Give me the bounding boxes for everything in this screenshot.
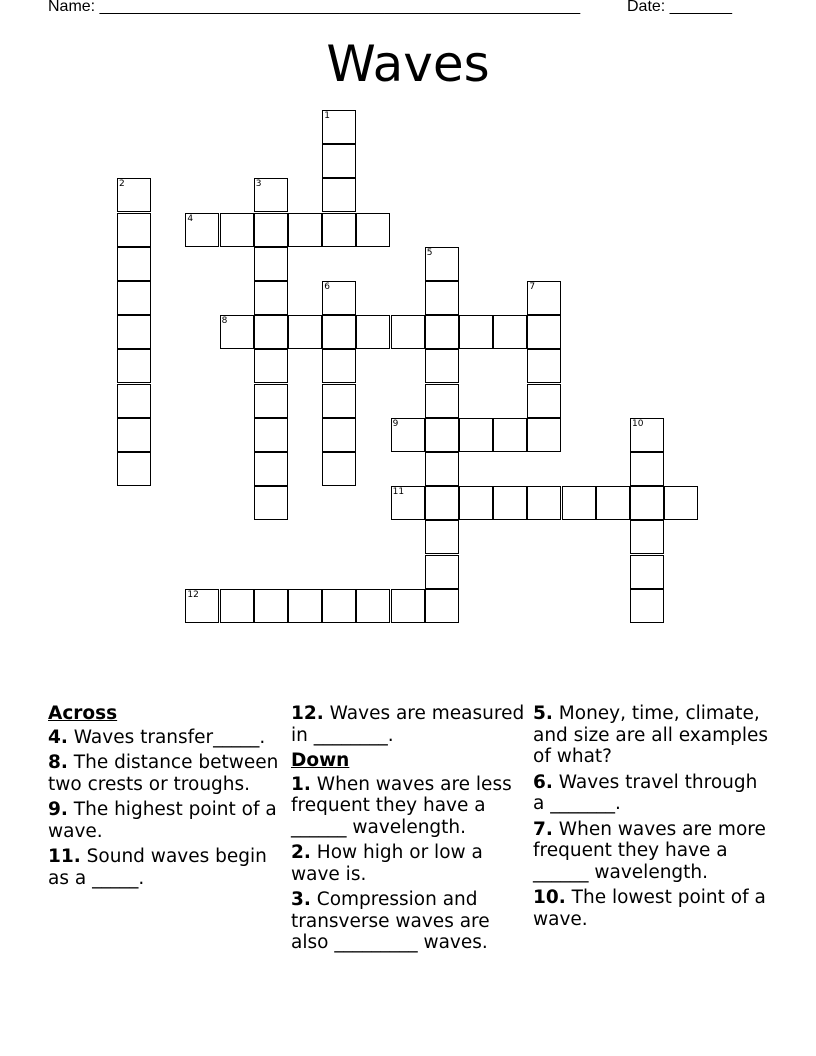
clue-number-label: 10 bbox=[632, 418, 644, 429]
grid-cell[interactable] bbox=[493, 486, 527, 520]
clue-across-12 bbox=[291, 703, 526, 746]
grid-cell[interactable] bbox=[425, 555, 459, 589]
clue-number-label: 6 bbox=[324, 282, 330, 292]
grid-cell[interactable] bbox=[117, 349, 151, 383]
grid-cell[interactable] bbox=[527, 418, 561, 452]
clue-text: Sound waves begin as a _____. bbox=[48, 846, 267, 889]
clue-text: Compression and transverse waves are also _________ waves. bbox=[291, 889, 490, 953]
grid-cell[interactable] bbox=[562, 486, 596, 520]
grid-cell[interactable] bbox=[220, 589, 254, 623]
grid-cell[interactable] bbox=[254, 315, 288, 349]
grid-cell[interactable] bbox=[527, 384, 561, 418]
clue-number: 1. bbox=[291, 773, 311, 795]
grid-cell[interactable] bbox=[630, 452, 664, 486]
clue-text: Money, time, climate, and size are all examples of what? bbox=[533, 703, 768, 767]
clue-text: The distance between two crests or troughs. bbox=[48, 752, 279, 795]
across-heading: Across bbox=[48, 703, 118, 724]
grid-cell[interactable] bbox=[527, 486, 561, 520]
grid-cell[interactable] bbox=[322, 589, 356, 623]
grid-cell[interactable] bbox=[117, 281, 151, 315]
grid-cell[interactable] bbox=[425, 384, 459, 418]
clue-number: 8. bbox=[48, 752, 68, 773]
clue-across-9 bbox=[48, 799, 280, 842]
grid-cell[interactable] bbox=[425, 452, 459, 486]
grid-cell[interactable] bbox=[117, 452, 151, 486]
clue-down-3 bbox=[291, 889, 526, 954]
grid-cell[interactable] bbox=[254, 589, 288, 623]
clue-column-1 bbox=[48, 703, 280, 893]
grid-cell[interactable] bbox=[288, 315, 322, 349]
grid-cell[interactable] bbox=[322, 178, 356, 212]
clue-number: 9. bbox=[48, 799, 68, 820]
clue-column-2 bbox=[291, 703, 526, 958]
clue-number-label: 4 bbox=[187, 213, 194, 224]
grid-cell[interactable] bbox=[117, 315, 151, 349]
grid-cell[interactable] bbox=[630, 520, 664, 554]
clue-across-8 bbox=[48, 752, 280, 795]
clue-text: The highest point of a wave. bbox=[48, 799, 277, 842]
clue-text: When waves are more frequent they have a ______ wavelength. bbox=[533, 818, 766, 883]
grid-cell[interactable] bbox=[425, 418, 459, 452]
clue-text: How high or low a wave is. bbox=[291, 842, 483, 885]
grid-cell[interactable] bbox=[527, 315, 561, 349]
grid-cell[interactable] bbox=[254, 247, 288, 281]
clue-number: 4. bbox=[48, 726, 68, 748]
grid-cell[interactable] bbox=[288, 213, 322, 247]
grid-cell[interactable] bbox=[425, 589, 459, 623]
grid-cell[interactable] bbox=[391, 315, 425, 349]
grid-cell[interactable] bbox=[254, 349, 288, 383]
clue-number: 7. bbox=[533, 818, 553, 840]
clue-number-label: 1 bbox=[324, 111, 330, 121]
down-heading: Down bbox=[291, 750, 350, 771]
grid-cell[interactable] bbox=[425, 520, 459, 554]
grid-cell[interactable] bbox=[425, 486, 459, 520]
grid-cell[interactable] bbox=[254, 486, 288, 520]
clue-number: 2. bbox=[291, 842, 311, 863]
grid-cell[interactable] bbox=[493, 418, 527, 452]
grid-cell[interactable] bbox=[288, 589, 322, 623]
date-field-label: Date: _______ bbox=[627, 0, 732, 15]
clue-down-1 bbox=[291, 774, 526, 839]
clue-number: 6. bbox=[533, 771, 553, 793]
grid-cell[interactable] bbox=[322, 384, 356, 418]
grid-cell[interactable] bbox=[322, 315, 356, 349]
grid-cell[interactable] bbox=[117, 384, 151, 418]
clue-down-5 bbox=[533, 703, 768, 768]
grid-cell[interactable] bbox=[254, 213, 288, 247]
clue-number-label: 2 bbox=[119, 179, 125, 190]
grid-cell[interactable] bbox=[459, 315, 493, 349]
clue-text: Waves travel through a _______. bbox=[533, 771, 758, 814]
clue-number: 5. bbox=[533, 703, 553, 724]
grid-cell[interactable] bbox=[630, 555, 664, 589]
grid-cell[interactable] bbox=[391, 589, 425, 623]
grid-cell[interactable] bbox=[356, 589, 390, 623]
grid-cell[interactable] bbox=[630, 486, 664, 520]
grid-cell[interactable] bbox=[322, 418, 356, 452]
grid-cell[interactable] bbox=[117, 418, 151, 452]
grid-cell[interactable] bbox=[425, 281, 459, 315]
clue-number-label: 3 bbox=[255, 179, 262, 190]
grid-cell[interactable] bbox=[425, 349, 459, 383]
grid-cell[interactable] bbox=[527, 349, 561, 383]
clue-text: When waves are less frequent they have a ______ wavelength. bbox=[291, 773, 512, 838]
clue-down-2 bbox=[291, 842, 526, 885]
clue-across-11 bbox=[48, 846, 280, 889]
clue-number-label: 8 bbox=[221, 316, 228, 327]
clue-text: The lowest point of a wave. bbox=[533, 887, 766, 930]
grid-cell[interactable] bbox=[322, 213, 356, 247]
clue-across-4 bbox=[48, 727, 280, 749]
clue-down-10 bbox=[533, 887, 768, 930]
grid-cell[interactable] bbox=[254, 452, 288, 486]
grid-cell[interactable] bbox=[630, 589, 664, 623]
grid-cell[interactable] bbox=[254, 418, 288, 452]
clue-number: 12. bbox=[291, 703, 324, 724]
grid-cell[interactable] bbox=[117, 247, 151, 281]
grid-cell[interactable] bbox=[254, 281, 288, 315]
grid-cell[interactable] bbox=[220, 213, 254, 247]
grid-cell[interactable] bbox=[322, 452, 356, 486]
clue-number: 11. bbox=[48, 846, 81, 867]
grid-cell[interactable] bbox=[322, 144, 356, 178]
clue-number-label: 9 bbox=[392, 418, 399, 429]
clue-column-3 bbox=[533, 703, 768, 934]
clue-number-label: 7 bbox=[529, 282, 536, 292]
grid-cell[interactable] bbox=[425, 315, 459, 349]
name-field-label: Name: ______________________________________________________ bbox=[48, 0, 581, 15]
clue-number-label: 12 bbox=[187, 589, 199, 600]
grid-cell[interactable] bbox=[664, 486, 698, 520]
clue-down-6 bbox=[533, 772, 768, 815]
clue-number: 10. bbox=[533, 887, 566, 908]
puzzle-title: Waves bbox=[326, 35, 490, 93]
grid-cell[interactable] bbox=[254, 384, 288, 418]
clue-down-7 bbox=[533, 819, 768, 884]
grid-cell[interactable] bbox=[493, 315, 527, 349]
clue-text: Waves transfer_____. bbox=[73, 726, 266, 748]
clue-text: Waves are measured in ________. bbox=[291, 703, 525, 746]
grid-cell[interactable] bbox=[117, 213, 151, 247]
grid-cell[interactable] bbox=[322, 349, 356, 383]
clue-number: 3. bbox=[291, 889, 311, 910]
grid-cell[interactable] bbox=[459, 418, 493, 452]
grid-cell[interactable] bbox=[356, 213, 390, 247]
clue-number-label: 5 bbox=[426, 247, 433, 258]
grid-cell[interactable] bbox=[459, 486, 493, 520]
grid-cell[interactable] bbox=[596, 486, 630, 520]
clue-number-label: 11 bbox=[392, 487, 405, 498]
grid-cell[interactable] bbox=[356, 315, 390, 349]
